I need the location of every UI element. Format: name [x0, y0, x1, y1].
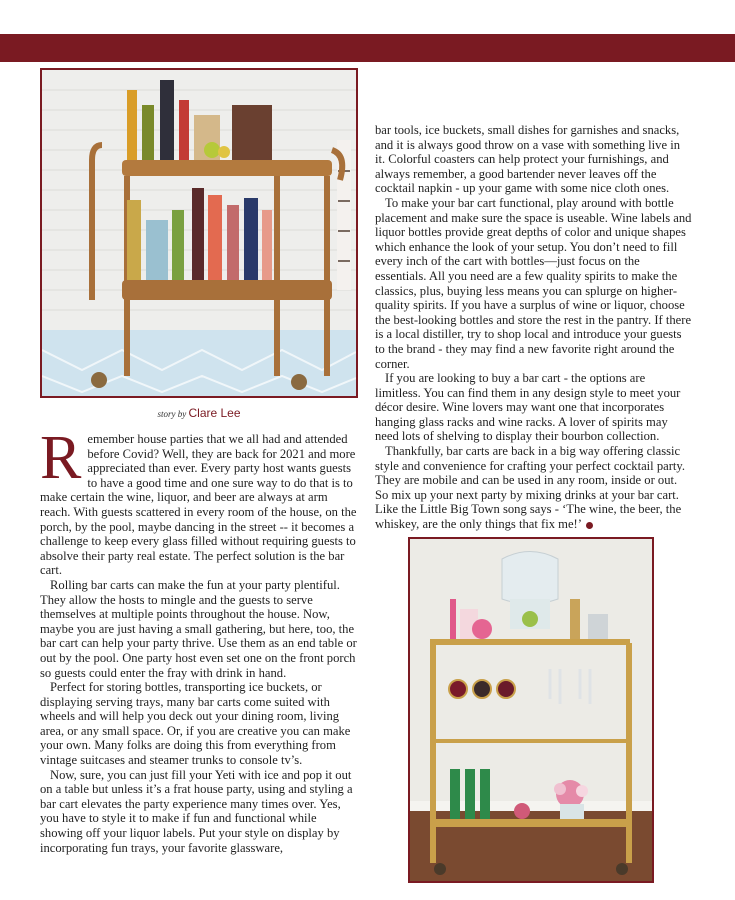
paragraph-7	[375, 444, 693, 532]
paragraph-1	[40, 424, 358, 578]
rattan-bar-cart-photo	[40, 68, 358, 398]
story-credit	[40, 406, 358, 420]
credit-prefix: story by	[157, 409, 187, 419]
right-column	[375, 123, 693, 532]
drop-cap: R	[40, 424, 82, 492]
end-mark-icon	[586, 522, 593, 529]
gold-bar-cart-illustration	[410, 539, 652, 881]
paragraph-4: Now, sure, you can just fill your Yeti with ice and pop it out on a table but unless it’s a frat house party, using and styling a bar cart elevates the party experience many times over. Yes, you have to style it to make if fun and functional while showing off your liquor labels. Put your style on display by incorporating fun trays, your favorite glassware,	[40, 767, 353, 855]
paragraph-continuation: bar tools, ice buckets, small dishes for garnishes and snacks, and it is always good throw on a vase with something live in it. Colorful coasters can help protect your furnishings, and always remember, a good bartender never leaves off the cocktail napkin - up your game with some nice cloth ones.	[375, 123, 681, 196]
paragraph-1-text: emember house parties that we all had and attended before Covid? Well, they are back for 2021 and more appreciated than ever. Every party host wants guests to have a good time and one sure way to do that is to make certain the wine, liquor, and beer are always at arm reach. With guests scattered in every room of the house, on the porch, by the pool, maybe dancing in the street -- it becomes a challenge to keep every glass filled without requiring guests to absolve their party real estate. The perfect solution is the bar cart.	[40, 432, 357, 578]
author-name: Clare Lee	[188, 406, 241, 420]
header-band	[0, 34, 735, 62]
left-column	[40, 424, 358, 855]
paragraph-5: To make your bar cart functional, play around with bottle placement and make sure the space is useable. Wine labels and liquor bottles provide great depths of color and unique shapes which enhance the look of your setup. You don’t need to fill every inch of the cart with bottles—just focus on the essentials. All you need are a few quality spirits to make the classics, plus, buying less means you can splurge on higher-quality spirits. If you have a surplus of wine or liquor, choose the best-looking bottles and store the rest in the pantry. If there is a local distiller, try to shop local and introduce your guests to the brand - they may find a new favorite right around the corner.	[375, 195, 692, 371]
paragraph-6: If you are looking to buy a bar cart - the options are limitless. You can find them in any design style to meet your décor desire. Wine lovers may want one that incorporates hanging glass racks and wine racks. A lover of spirits may need lots of shelving to display their bourbon collection.	[375, 371, 681, 444]
rattan-bar-cart-illustration	[42, 70, 356, 396]
paragraph-3: Perfect for storing bottles, transporting ice buckets, or displaying serving trays, many bar carts come suited with wheels and will help you deck out your dining room, living area, or any small space. Or, if you are creative you can make your own. Many folks are doing this from everything from vintage suitcases and steamer trunks to console tv’s.	[40, 680, 351, 768]
gold-bar-cart-photo	[408, 537, 654, 883]
paragraph-7-text: Thankfully, bar carts are back in a big way offering classic style and convenience for crafting your perfect cocktail party. They are mobile and can be used in any room, inside or out. So mix up your next party by mixing drinks at your bar cart. Like the Little Big Town song says - ‘The wine, the beer, the whiskey, are the only things that fix me!’	[375, 444, 686, 532]
paragraph-2: Rolling bar carts can make the fun at your party plentiful. They allow the hosts to mingle and the guests to serve themselves at multiple points throughout the house. Now, maybe you are just having a small gathering, but here, too, the bar cart can help your party thrive. Use them as an end table or out by the pool. One party host even set one on the front porch so guests could enter the fray with drink in hand.	[40, 577, 357, 680]
